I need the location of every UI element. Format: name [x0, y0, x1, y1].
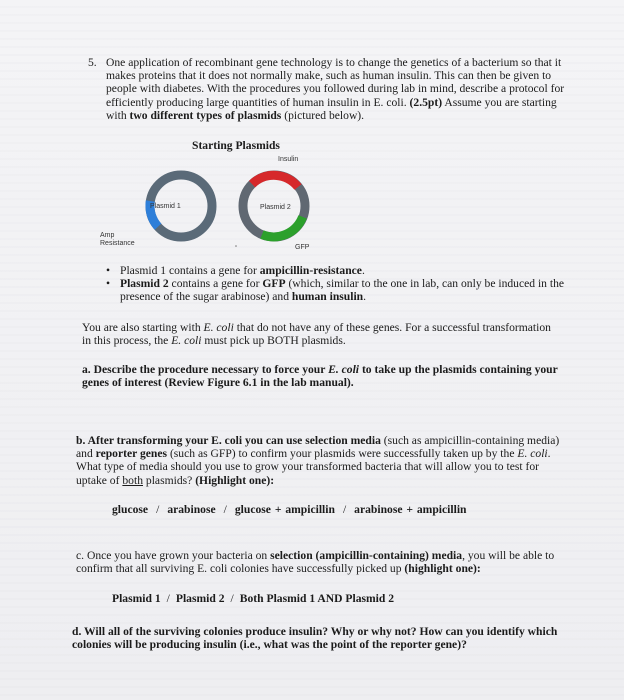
also-text-1: You are also starting with: [82, 321, 201, 334]
plasmid-options: [112, 592, 394, 605]
question-5: [88, 56, 572, 122]
bullet-plasmid-1: [106, 264, 566, 277]
part-a-text-1: a. Describe the procedure necessary to force your: [82, 363, 326, 376]
reporter-genes-bold: reporter genes: [95, 447, 168, 461]
option-separator: /: [230, 592, 234, 605]
bullet-2-end: .: [363, 290, 367, 304]
amp-label: Amp: [100, 232, 115, 239]
option-separator: /: [223, 503, 227, 516]
speck: [235, 245, 237, 247]
plasmid-2-label: Plasmid 2: [260, 204, 291, 211]
highlight-one-label: (highlight one):: [404, 562, 481, 576]
media-option-arabinose-ampicillin[interactable]: arabinose + ampicillin: [354, 503, 467, 516]
part-d-text-1: d. Will all of the surviving colonies produce insulin? Why or why not? How can you identify which colonies will be producing insulin (i.e., what was the point of the: [72, 625, 558, 652]
bullet-1-text: Plasmid 1 contains a gene for: [120, 264, 257, 277]
gfp-label: GFP: [295, 244, 310, 251]
media-option-arabinose[interactable]: arabinose: [167, 503, 216, 516]
ecoli-italic: E. coli: [328, 363, 360, 376]
human-insulin-bold: human insulin: [291, 290, 364, 304]
highlight-one-label: (Highlight one):: [195, 473, 275, 487]
selection-media-bold: selection media: [305, 434, 381, 447]
resistance-label: Resistance: [100, 240, 135, 247]
plasmid-2-bold: Plasmid 2: [120, 277, 169, 291]
insulin-gene: [252, 175, 298, 187]
bullet-plasmid-2: [106, 277, 566, 303]
ecoli-italic: E. coli: [517, 447, 548, 461]
plasmid-bullets: [106, 264, 566, 304]
part-b-text-2: (such as ampicillin-containing media) and: [76, 434, 560, 461]
bullet-dot: •: [106, 264, 111, 277]
both-underlined: both: [122, 473, 143, 487]
part-b-text-1: b. After transforming your E. coli you can use: [76, 434, 303, 447]
plasmid-diagram: [90, 150, 330, 260]
question-number: 5.: [88, 56, 97, 69]
two-plasmids-emphasis: two different types of plasmids: [129, 108, 282, 122]
gfp-bold: GFP: [262, 277, 286, 291]
bullet-dot: •: [106, 277, 111, 291]
part-a: [82, 363, 566, 389]
media-option-glucose[interactable]: glucose: [112, 503, 149, 516]
part-b: [76, 434, 566, 487]
question-5-text: One application of recombinant gene technology is to change the genetics of a bacterium so that it makes proteins that it does not normally make, such as human insulin. This can then be given to people with diabetes. With the procedures you followed during lab in mind, describe a protocol for efficiently producing large quantities of human insulin in E. coli.: [106, 56, 565, 109]
bullet-1-end: .: [361, 264, 365, 277]
insulin-label: Insulin: [278, 156, 299, 163]
part-b-text-5: plasmids?: [145, 473, 193, 487]
part-b-text-3: (such as GFP) to confirm your plasmids were successfully taken up by the: [169, 447, 515, 461]
part-c-text-2: , you will be able to confirm that all surviving E. coli colonies have successfully picked up: [76, 549, 555, 576]
option-plasmid-2[interactable]: Plasmid 2: [175, 592, 225, 605]
paragraph-starting-ecoli: [82, 321, 562, 347]
question-5-assume: Assume you are starting with: [106, 95, 557, 122]
option-separator: /: [342, 503, 347, 516]
part-d: [72, 625, 562, 651]
part-b-text-4: . What type of media should you use to grow your transformed bacteria that will allow you to test for uptake of: [76, 447, 551, 487]
diagram-title: Starting Plasmids: [192, 139, 280, 152]
ecoli-italic: E. coli: [171, 334, 202, 348]
bullet-2-middle: (which, similar to the one in lab, can only be induced in the presence of the sugar arabinose) and: [120, 277, 565, 304]
ecoli-italic: E. coli: [203, 321, 234, 334]
gfp-gene: [262, 217, 303, 237]
option-separator: /: [166, 592, 170, 605]
media-options: [112, 503, 467, 516]
part-c: [76, 549, 566, 575]
ampicillin-resistance-bold: ampicillin-resistance: [259, 264, 362, 277]
part-a-text-2: to take up the plasmids containing your genes of interest (Review Figure 6.1 in the lab manual).: [82, 363, 558, 390]
selection-ampicillin-bold: selection (ampicillin-containing) media: [270, 549, 463, 562]
points-label: (2.5pt): [409, 95, 443, 109]
option-plasmid-1[interactable]: Plasmid 1: [112, 592, 161, 605]
option-separator: /: [156, 503, 160, 516]
also-text-3: must pick up BOTH plasmids.: [204, 334, 346, 348]
bullet-2-text: contains a gene for: [171, 277, 260, 291]
media-option-glucose-ampicillin[interactable]: glucose + ampicillin: [234, 503, 335, 516]
part-d-text-2: )?: [457, 638, 467, 652]
option-both-plasmids[interactable]: Both Plasmid 1 AND Plasmid 2: [239, 592, 395, 605]
plasmid-1-label: Plasmid 1: [150, 203, 181, 210]
also-text-2: that do not have any of these genes. For a successful transformation in this process, the: [82, 321, 551, 348]
reporter-gene-bold: reporter gene: [390, 638, 458, 652]
part-c-text-1: c. Once you have grown your bacteria on: [76, 549, 268, 562]
question-5-pictured: (pictured below).: [284, 108, 365, 122]
